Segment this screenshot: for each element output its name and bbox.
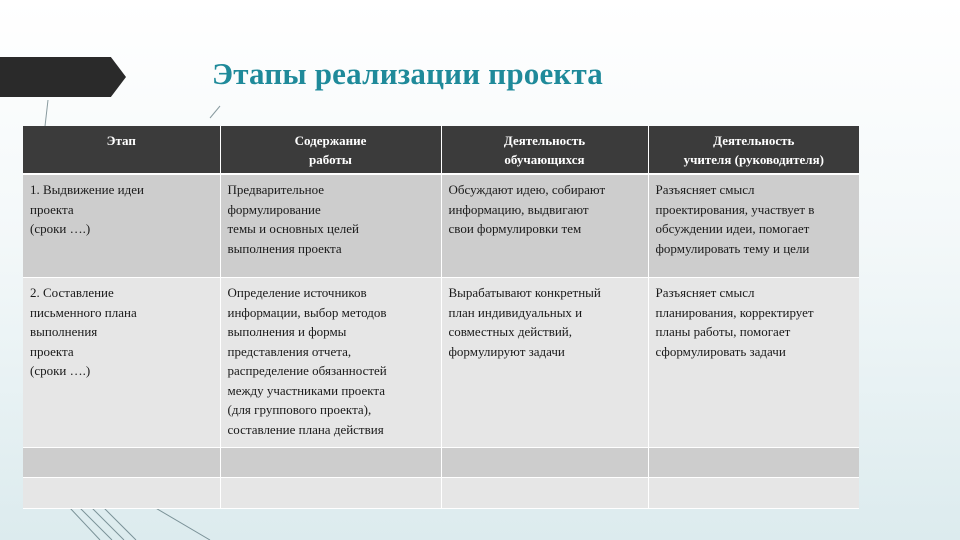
empty-cell bbox=[23, 448, 220, 478]
empty-cell bbox=[23, 478, 220, 509]
table-row bbox=[23, 278, 859, 448]
table-row bbox=[23, 174, 859, 278]
cell-stage: 1. Выдвижение идеи проекта (сроки ….) bbox=[23, 174, 220, 278]
cell-student-activity: Обсуждают идею, собирают информацию, выдвигают свои формулировки тем bbox=[441, 174, 648, 278]
header-content: Содержание работы bbox=[220, 126, 441, 174]
empty-cell bbox=[648, 448, 859, 478]
cell-teacher-activity: Разъясняет смысл проектирования, участвует в обсуждении идеи, помогает формулировать тему и цели bbox=[648, 174, 859, 278]
slide-title: Этапы реализации проекта bbox=[212, 56, 603, 91]
cell-content: Предварительное формулирование темы и основных целей выполнения проекта bbox=[220, 174, 441, 278]
table-row-empty bbox=[23, 478, 859, 509]
header-stage: Этап bbox=[23, 126, 220, 174]
empty-cell bbox=[220, 478, 441, 509]
header-student-activity: Деятельность обучающихся bbox=[441, 126, 648, 174]
cell-student-activity: Вырабатывают конкретный план индивидуальных и совместных действий, формулируют задачи bbox=[441, 278, 648, 448]
title-accent-bar bbox=[0, 57, 126, 97]
empty-cell bbox=[441, 478, 648, 509]
empty-cell bbox=[441, 448, 648, 478]
empty-cell bbox=[220, 448, 441, 478]
table-header-row bbox=[23, 126, 859, 174]
cell-teacher-activity: Разъясняет смысл планирования, корректирует планы работы, помогает сформулировать задачи bbox=[648, 278, 859, 448]
cell-stage: 2. Составление письменного плана выполнения проекта (сроки ….) bbox=[23, 278, 220, 448]
cell-content: Определение источников информации, выбор методов выполнения и формы представления отчета, распределение обязанностей между участниками проекта (для группового проекта), составление плана действия bbox=[220, 278, 441, 448]
header-teacher-activity: Деятельность учителя (руководителя) bbox=[648, 126, 859, 174]
empty-cell bbox=[648, 478, 859, 509]
project-stages-table bbox=[23, 126, 859, 509]
table-row-empty bbox=[23, 448, 859, 478]
